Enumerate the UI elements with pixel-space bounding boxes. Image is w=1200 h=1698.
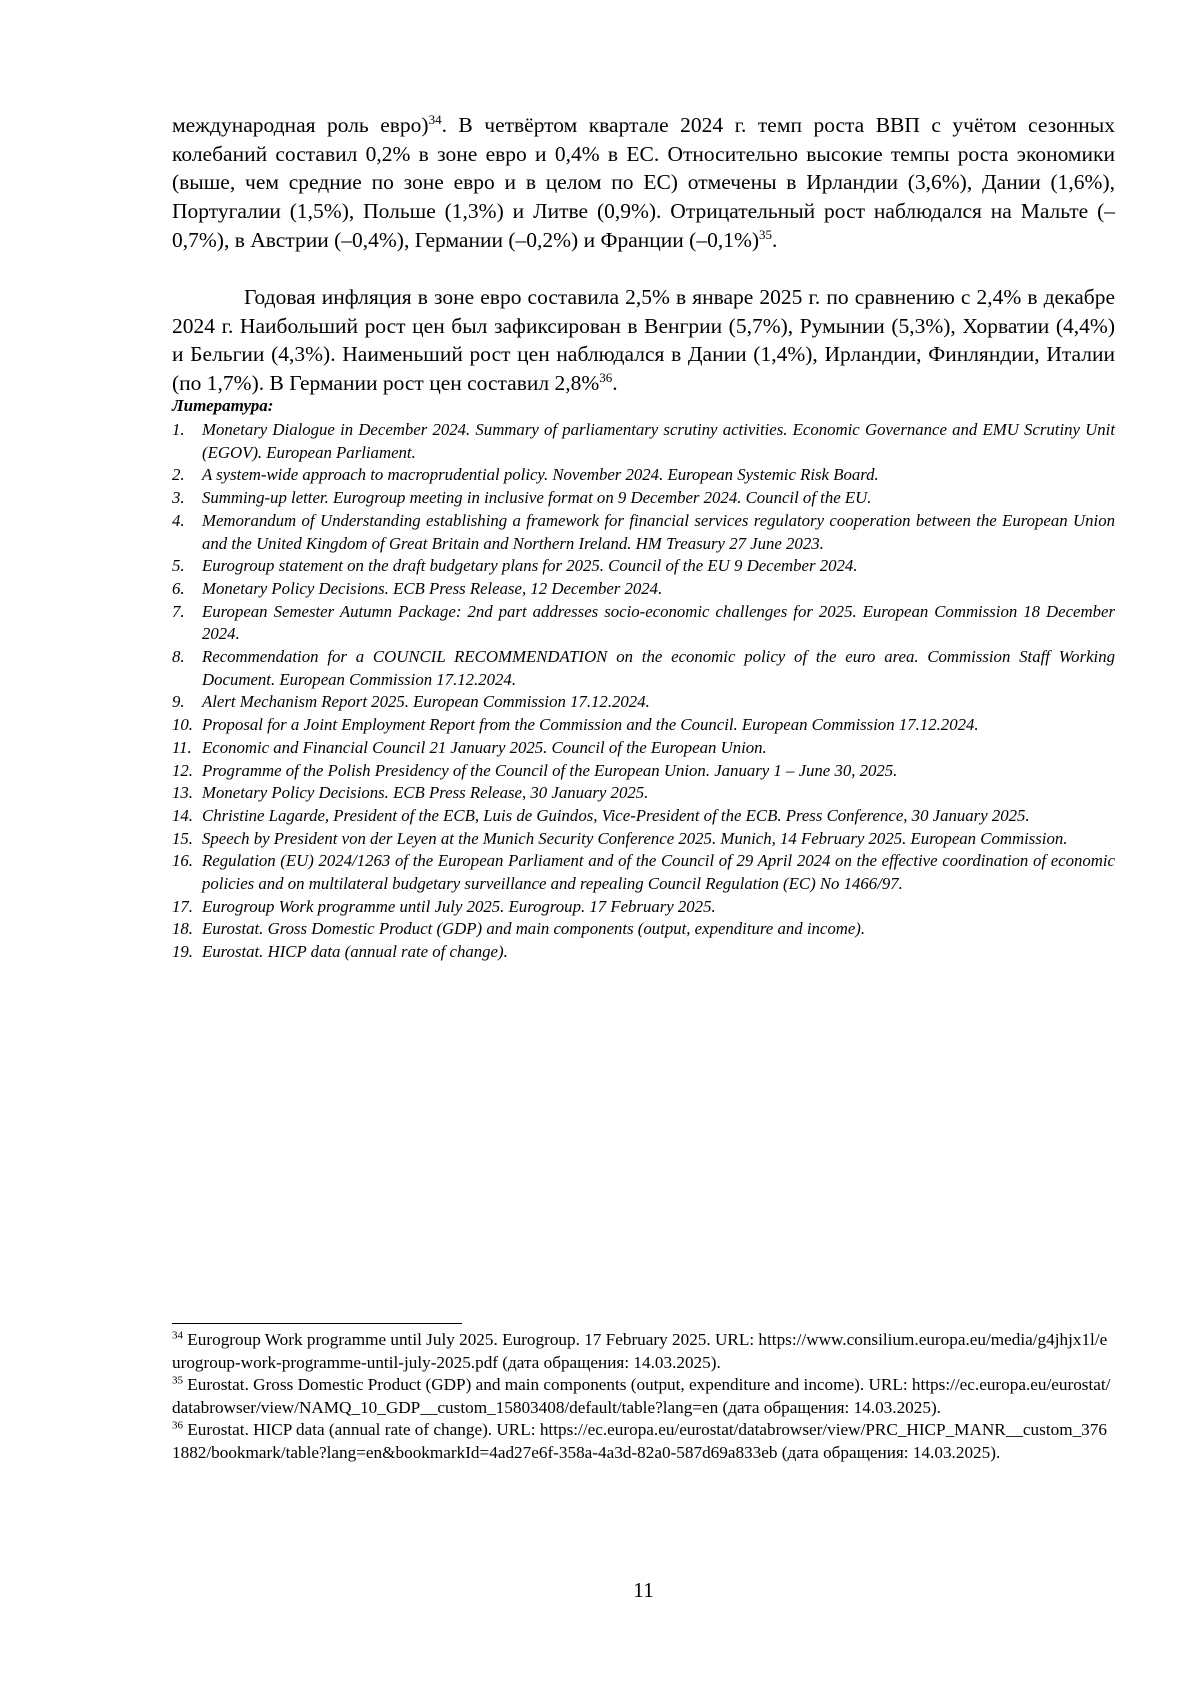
- paragraph-text: Годовая инфляция в зоне евро составила 2,5% в январе 2025 г. по сравнению с 2,4% в декабре 2024 г. Наибольший рост цен был зафиксирован в Венгрии (5,7%), Румынии (5,3%), Хорватии (4,4%) и Бельгии (4,3%). Наименьший рост цен наблюдался в Дании (1,4%), Ирландии, Финляндии, Италии (по 1,7%). В Германии рост цен составил 2,8%: [172, 285, 1115, 396]
- reference-text: A system-wide approach to macroprudential policy. November 2024. European Systemic Risk Board.: [202, 465, 879, 485]
- reference-text: Recommendation for a COUNCIL RECOMMENDATION on the economic policy of the euro area. Commission Staff Working Document. European Commission 17.12.2024.: [202, 647, 1115, 689]
- reference-number: 18.: [172, 919, 193, 939]
- footnote-34: [172, 1329, 1115, 1374]
- reference-item: [172, 714, 1115, 737]
- reference-number: 8.: [172, 647, 185, 667]
- reference-text: Monetary Policy Decisions. ECB Press Release, 30 January 2025.: [202, 783, 649, 803]
- reference-item: [172, 646, 1115, 691]
- reference-text: European Semester Autumn Package: 2nd part addresses socio-economic challenges for 2025. European Commission 18 December 2024.: [202, 601, 1115, 644]
- reference-number: 1.: [172, 420, 185, 439]
- reference-number: 9.: [172, 692, 185, 712]
- reference-text: Programme of the Polish Presidency of the Council of the European Union. January 1 – June 30, 2025.: [202, 760, 898, 780]
- reference-text: Alert Mechanism Report 2025. European Commission 17.12.2024.: [202, 692, 650, 712]
- reference-item: [172, 464, 1115, 487]
- reference-text: Eurogroup statement on the draft budgetary plans for 2025. Council of the EU 9 December 2024.: [202, 556, 858, 576]
- reference-text: Economic and Financial Council 21 January 2025. Council of the European Union.: [202, 737, 767, 757]
- footnote-number: 36: [172, 1419, 183, 1432]
- footnote-text: Eurogroup Work programme until July 2025. Eurogroup. 17 February 2025. URL: https://www.consilium.europa.eu/media/g4jhjx1l/eurogroup-work-programme-until-july-2025.pdf (дата обращения: 14.03.2025).: [172, 1330, 1108, 1372]
- reference-item: [172, 737, 1115, 760]
- references-heading: Литература:: [172, 396, 274, 415]
- reference-item: [172, 918, 1115, 941]
- footnote-text: Eurostat. HICP data (annual rate of change). URL: https://ec.europa.eu/eurostat/databrowser/view/PRC_HICP_MANR__custom_3761882/bookmark/table?lang=en&bookmarkId=4ad27e6f-358a-4a3d-82a0-587d69a833eb (дата обращения: 14.03.2025).: [172, 1420, 1107, 1462]
- footnote-number: 35: [172, 1374, 183, 1387]
- references-list: [172, 419, 1115, 964]
- reference-text: Eurostat. HICP data (annual rate of change).: [202, 942, 508, 962]
- reference-number: 12.: [172, 760, 193, 780]
- reference-number: 19.: [172, 942, 193, 962]
- reference-item: [172, 601, 1115, 646]
- reference-item: [172, 896, 1115, 919]
- reference-number: 3.: [172, 488, 185, 508]
- reference-text: Christine Lagarde, President of the ECB, Luis de Guindos, Vice-President of the ECB. Press Conference, 30 January 2025.: [202, 805, 1030, 825]
- footnote-marker-36[interactable]: 36: [599, 369, 613, 385]
- reference-text: Eurostat. Gross Domestic Product (GDP) and main components (output, expenditure and income).: [202, 919, 866, 939]
- reference-item: [172, 760, 1115, 783]
- footnote-separator: [172, 1323, 462, 1324]
- reference-number: 16.: [172, 851, 193, 871]
- reference-text: Regulation (EU) 2024/1263 of the European Parliament and of the Council of 29 April 2024 on the effective coordination of economic policies and on multilateral budgetary surveillance and repealing Council Regulation (EC) No 1466/97.: [202, 851, 1115, 894]
- reference-number: 7.: [172, 601, 185, 621]
- reference-number: 14.: [172, 805, 193, 825]
- reference-item: [172, 555, 1115, 578]
- reference-item: [172, 828, 1115, 851]
- reference-item: [172, 805, 1115, 828]
- reference-item: [172, 691, 1115, 714]
- reference-item: [172, 782, 1115, 805]
- reference-item: [172, 850, 1115, 895]
- reference-item: [172, 578, 1115, 601]
- footnote-marker-35[interactable]: 35: [759, 226, 773, 242]
- paragraph-text: .: [612, 371, 618, 396]
- reference-number: 4.: [172, 510, 185, 530]
- reference-number: 2.: [172, 465, 185, 485]
- reference-number: 11.: [172, 737, 192, 757]
- paragraph-text: . В четвёртом квартале 2024 г. темп роста ВВП с учётом сезонных колебаний составил 0,2% в зоне евро и 0,4% в ЕС. Относительно высокие темпы роста экономики (выше, чем средние по зоне евро и в целом по ЕС) отмечены в Ирландии (3,6%), Дании (1,6%), Португалии (1,5%), Польше (1,3%) и Литве (0,9%). Отрицательный рост наблюдался на Мальте (–0,7%), в Австрии (–0,4%), Германии (–0,2%) и Франции (–0,1%): [172, 113, 1115, 252]
- reference-number: 10.: [172, 715, 193, 735]
- paragraph-text: .: [772, 227, 778, 252]
- reference-text: Eurogroup Work programme until July 2025. Eurogroup. 17 February 2025.: [202, 896, 716, 916]
- footnotes: [172, 1329, 1115, 1465]
- page-number: 11: [633, 1578, 654, 1602]
- reference-item: [172, 510, 1115, 555]
- reference-text: Proposal for a Joint Employment Report from the Commission and the Council. European Commission 17.12.2024.: [202, 715, 979, 735]
- footnote-marker-34[interactable]: 34: [428, 111, 442, 127]
- reference-number: 5.: [172, 556, 185, 576]
- reference-text: Summing-up letter. Eurogroup meeting in inclusive format on 9 December 2024. Council of the EU.: [202, 488, 872, 508]
- reference-text: Monetary Policy Decisions. ECB Press Release, 12 December 2024.: [202, 578, 663, 598]
- reference-text: Monetary Dialogue in December 2024. Summary of parliamentary scrutiny activities. Economic Governance and EMU Scrutiny Unit (EGOV). European Parliament.: [202, 420, 1115, 462]
- reference-number: 15.: [172, 828, 193, 848]
- reference-text: Memorandum of Understanding establishing a framework for financial services regulatory cooperation between the European Union and the United Kingdom of Great Britain and Northern Ireland. HM Treasury 27 June 2023.: [202, 510, 1115, 553]
- paragraph-text: международная роль евро): [172, 113, 429, 137]
- footnote-35: [172, 1374, 1115, 1419]
- footnote-number: 34: [172, 1329, 183, 1342]
- reference-item: [172, 941, 1115, 964]
- reference-item: [172, 487, 1115, 510]
- reference-number: 13.: [172, 783, 193, 803]
- footnote-text: Eurostat. Gross Domestic Product (GDP) and main components (output, expenditure and income). URL: https://ec.europa.eu/eurostat/databrowser/view/NAMQ_10_GDP__custom_15803408/default/table?lang=en (дата обращения: 14.03.2025).: [172, 1375, 1111, 1417]
- paragraph-gdp: [172, 111, 1115, 255]
- document-page: [172, 0, 1115, 1698]
- reference-item: [172, 419, 1115, 464]
- reference-text: Speech by President von der Leyen at the Munich Security Conference 2025. Munich, 14 February 2025. European Commission.: [202, 828, 1068, 848]
- reference-number: 17.: [172, 896, 193, 916]
- paragraph-inflation: [172, 283, 1115, 398]
- footnote-36: [172, 1419, 1115, 1464]
- reference-number: 6.: [172, 578, 185, 598]
